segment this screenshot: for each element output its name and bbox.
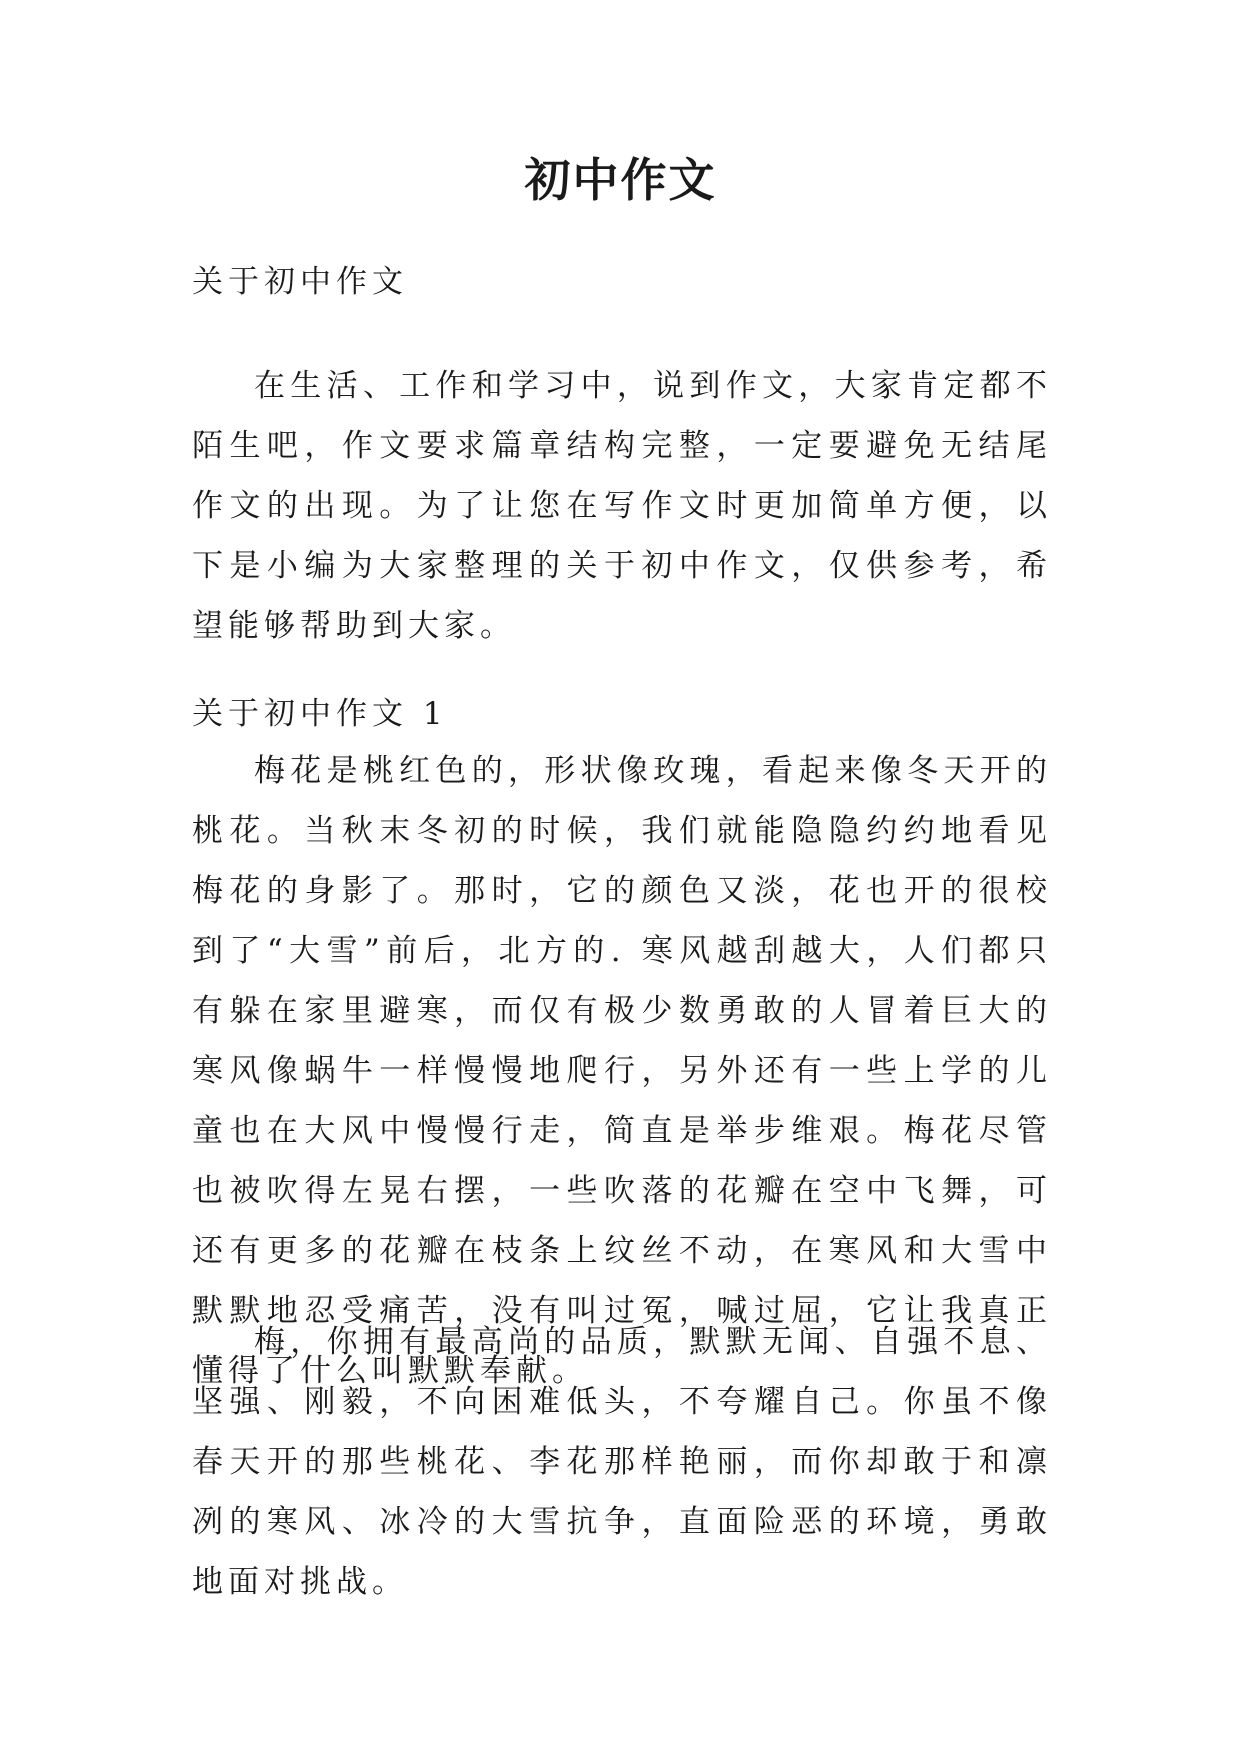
section-1-heading: 关于初中作文 1 — [192, 696, 448, 732]
section-1-paragraph-1: 梅花是桃红色的，形状像玫瑰，看起来像冬天开的桃花。当秋末冬初的时候，我们就能隐隐约约地看见梅花的身影了。那时，它的颜色又淡，花也开的很校到了“大雪”前后，北方的. 寒风越刮越大，人们都只有躲在家里避寒，而仅有极少数勇敢的人冒着巨大的寒风像蜗牛一样慢慢地爬行，另外还有一些上学的儿童也在大风中慢慢行走，简直是举步维艰。梅花尽管也被吹得左晃右摆，一些吹落的花瓣在空中飞舞，可还有更多的花瓣在枝条上纹丝不动，在寒风和大雪中默默地忍受痛苦，没有叫过冤，喊过屈，它让我真正懂得了什么叫默默奉献。 — [192, 753, 1052, 1389]
intro-heading: 关于初中作文 — [192, 264, 408, 300]
intro-paragraph: 在生活、工作和学习中，说到作文，大家肯定都不陌生吧，作文要求篇章结构完整，一定要避免无结尾作文的出现。为了让您在写作文时更加简单方便，以下是小编为大家整理的关于初中作文，仅供参考，希望能够帮助到大家。 — [192, 368, 1052, 644]
section-1-paragraph-2: 梅，你拥有最高尚的品质，默默无闻、自强不息、坚强、刚毅，不向困难低头，不夸耀自己。你虽不像春天开的那些桃花、李花那样艳丽，而你却敢于和凛冽的寒风、冰冷的大雪抗争，直面险恶的环境，勇敢地面对挑战。 — [192, 1324, 1052, 1600]
document-title: 初中作文 — [524, 153, 717, 207]
